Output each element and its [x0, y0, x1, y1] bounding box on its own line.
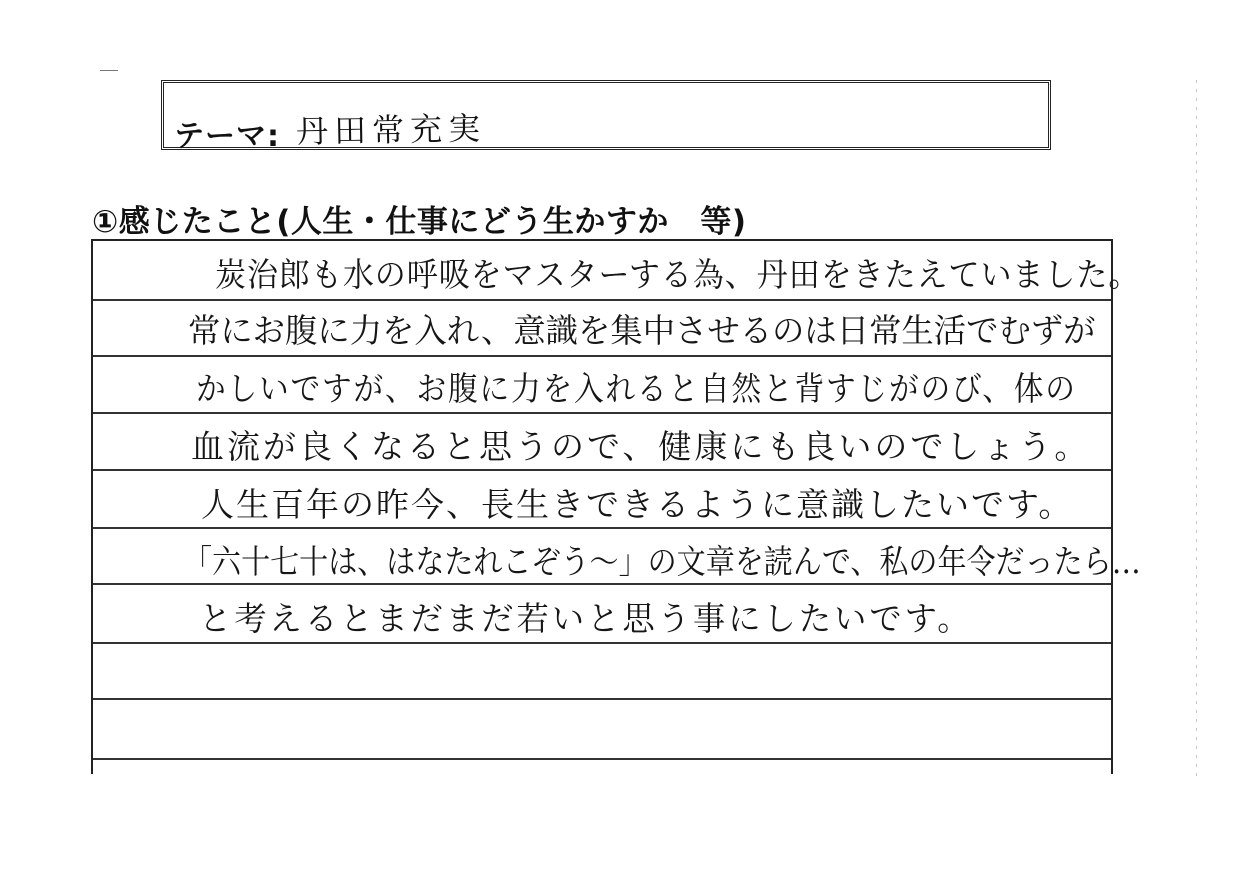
scan-edge: [1196, 80, 1197, 780]
handwritten-line-5: 人生百年の昨今、長生きできるように意識したいです。: [201, 485, 1074, 524]
section-title: ①感じたこと(人生・仕事にどう生かすか 等): [92, 204, 747, 240]
ruled-line: [93, 527, 1111, 529]
ruled-line: [93, 583, 1111, 585]
handwritten-line-2: 常にお腹に力を入れ、意識を集中させるのは日常生活でむずが: [188, 311, 1096, 350]
handwritten-line-7: と考えるとまだまだ若いと思う事にしたいです。: [199, 599, 973, 638]
ruled-line: [93, 469, 1111, 471]
ruled-line: [93, 698, 1111, 700]
theme-value: 丹田常充実: [295, 109, 487, 151]
handwritten-line-3: かしいですが、お腹に力を入れると自然と背すじがのび、体の: [196, 369, 1077, 408]
handwritten-line-4: 血流が良くなると思うので、健康にも良いのでしょう。: [191, 427, 1091, 466]
handwritten-line-1: 炭治郎も水の呼吸をマスターする為、丹田をきたえていました。: [215, 255, 1141, 294]
ruled-line: [93, 758, 1111, 760]
scan-mark: [100, 70, 118, 71]
ruled-line: [93, 412, 1111, 414]
ruled-line: [93, 642, 1111, 644]
theme-label: テーマ:: [174, 119, 280, 154]
ruled-line: [93, 299, 1111, 301]
ruled-line: [93, 355, 1111, 357]
handwritten-line-6: 「六十七十は、はなたれこぞう〜」の文章を読んで、私の年令だったら…: [183, 542, 1141, 581]
theme-box: [161, 80, 1051, 154]
lined-writing-sheet: [91, 239, 1141, 774]
